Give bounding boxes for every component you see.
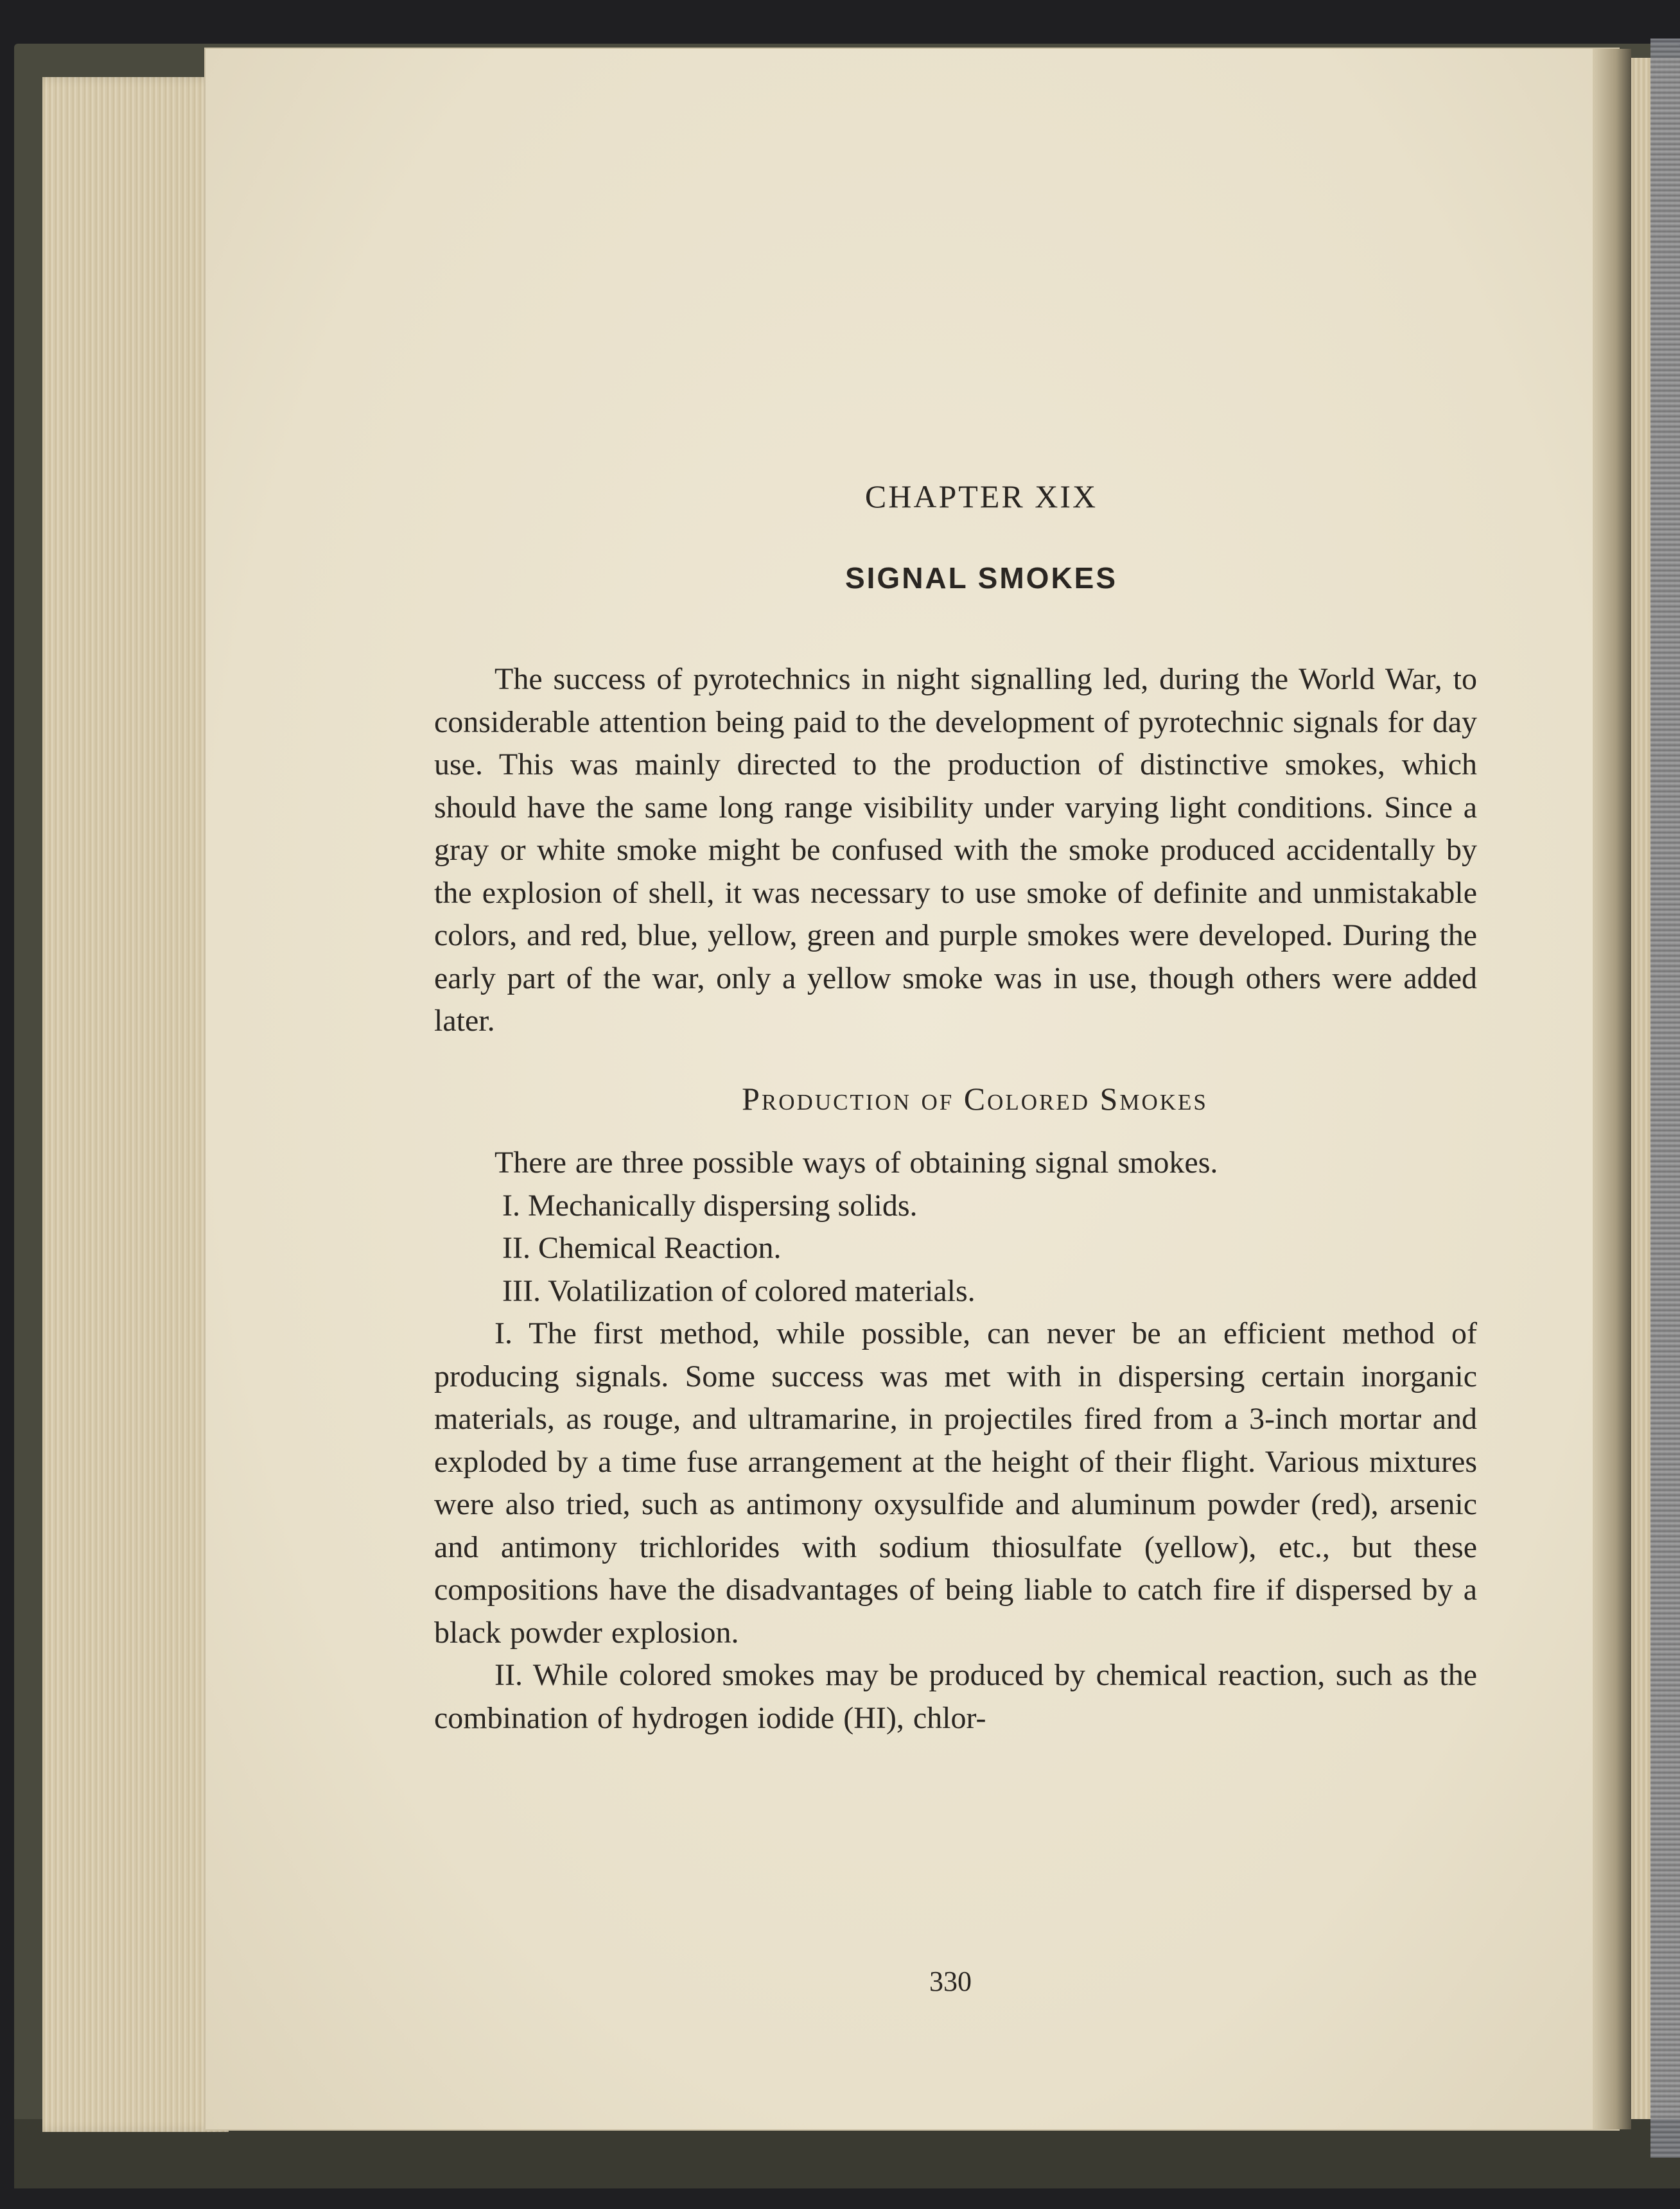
section-lead: There are three possible ways of obtaining signal smokes. bbox=[494, 1146, 1218, 1180]
page-number: 330 bbox=[929, 1966, 972, 1997]
method-item-1: I. Mechanically dispersing solids. bbox=[502, 1188, 918, 1223]
method-2-paragraph: II. While colored smokes may be produced by chemical reaction, such as the combination of hydrogen iodide (HI), chlor- bbox=[434, 1658, 1477, 1735]
page-gutter bbox=[1593, 49, 1631, 2129]
intro-paragraph: The success of pyrotechnics in night signalling led, during the World War, to considerable attention being paid to the development of pyrotechnic signals for day use. This was mainly directed to the production of distinctive smokes, which should have the same long range visibility under varying light conditions. Since a gray or white smoke might be confused with the smoke produced accidentally by the explosion of shell, it was necessary to use smoke of definite and unmistakable colors, and red, blue, yellow, green and purple smokes were developed. During the early part of the war, only a yellow smoke was in use, though others were added later. bbox=[434, 662, 1477, 1038]
method-item-3: III. Volatilization of colored materials. bbox=[502, 1273, 976, 1308]
method-item-2: II. Chemical Reaction. bbox=[502, 1231, 782, 1265]
chapter-title: SIGNAL SMOKES bbox=[844, 561, 1118, 595]
chapter-label: CHAPTER XIX bbox=[864, 478, 1098, 514]
page-text-block bbox=[434, 475, 1477, 1740]
method-1-paragraph: I. The first method, while possible, can never be an efficient method of producing signals. Some success was met with in dispersing certain inorganic materials, as rouge, and ultramarine, in projectiles fired from a 3-inch mortar and exploded by a time fuse arrangement at the height of their flight. Various mixtures were also tried, such as antimony oxysulfide and aluminum powder (red), arsenic and antimony trichlorides with sodium thiosulfate (yellow), etc., but these compositions have the disadvantages of being liable to catch fire if dispersed by a black powder explosion. bbox=[434, 1316, 1477, 1650]
book-cover-bottom-edge bbox=[14, 2119, 1680, 2188]
binding-cloth-edge bbox=[1650, 39, 1680, 2158]
section-heading: Production of Colored Smokes bbox=[742, 1080, 1208, 1117]
stacked-page-edges bbox=[42, 77, 229, 2132]
